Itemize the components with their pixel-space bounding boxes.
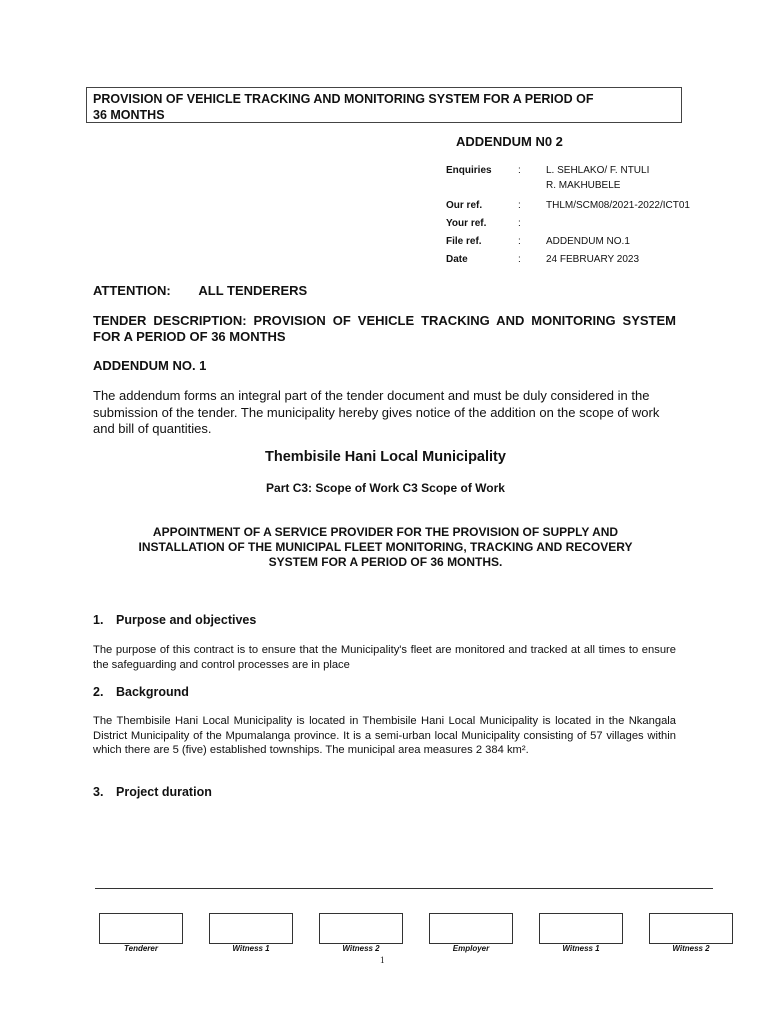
signature-box-employer-witness-1[interactable] [539, 913, 623, 944]
section-number: 2. [93, 685, 104, 699]
section-title: Project duration [116, 785, 212, 799]
section-heading-background [93, 685, 189, 699]
section-number: 1. [93, 613, 104, 627]
section-heading-duration [93, 785, 212, 799]
ref-value: R. MAKHUBELE [546, 180, 621, 191]
ref-colon: : [518, 218, 521, 229]
signature-box-employer-witness-2[interactable] [649, 913, 733, 944]
signature-label: Tenderer [124, 944, 158, 953]
addendum-number: ADDENDUM NO. 1 [93, 358, 207, 373]
part-c3-heading: Part C3: Scope of Work C3 Scope of Work [266, 481, 505, 495]
section-body-background: The Thembisile Hani Local Municipality is located in Thembisile Hani Local Municipality is located in the Nkangala District Municipality of the Mpumalanga province. It is a semi-urban local Municipality consisting of 57 villages within which there are 5 (five) established townships. The municipal area measures 2 384 km². [93, 715, 676, 756]
addendum-heading: ADDENDUM N0 2 [456, 134, 563, 149]
ref-value [546, 216, 746, 231]
section-body-purpose: The purpose of this contract is to ensure that the Municipality's fleet are monitored and tracked at all times to ensure the safeguarding and control processes are in place [93, 644, 676, 671]
appointment-line: SYSTEM FOR A PERIOD OF 36 MONTHS. [268, 555, 503, 569]
signature-label: Witness 2 [342, 944, 380, 953]
ref-row-enquiries [446, 163, 746, 178]
document-title-line1: PROVISION OF VEHICLE TRACKING AND MONITORING SYSTEM FOR A PERIOD OF [93, 92, 594, 106]
attention-line [93, 283, 307, 298]
ref-colon: : [518, 236, 521, 247]
municipality-heading: Thembisile Hani Local Municipality [265, 449, 506, 465]
ref-label: Your ref. [446, 218, 487, 229]
document-title-line2: 36 MONTHS [93, 108, 165, 122]
ref-label: Enquiries [446, 165, 492, 176]
page-number: 1 [380, 955, 385, 965]
ref-row-file-ref [446, 234, 746, 249]
attention-label: ATTENTION: [93, 283, 171, 298]
section-number: 3. [93, 785, 104, 799]
ref-row-enquiries-cont [446, 178, 746, 193]
footer-divider [95, 888, 713, 889]
signature-label: Employer [452, 944, 490, 953]
appointment-heading [93, 525, 678, 570]
signature-label: Witness 1 [232, 944, 270, 953]
ref-label: Date [446, 254, 468, 265]
ref-value: THLM/SCM08/2021-2022/ICT01 [546, 200, 690, 211]
reference-table [446, 163, 746, 267]
intro-paragraph: The addendum forms an integral part of the tender document and must be duly considered in the submission of the tender. The municipality hereby gives notice of the addition on the scope of work and bill of quantities. [93, 388, 660, 436]
signature-box-witness-1[interactable] [209, 913, 293, 944]
ref-colon [518, 178, 546, 193]
section-title: Background [116, 685, 189, 699]
attention-value: ALL TENDERERS [198, 283, 308, 298]
ref-colon: : [518, 200, 521, 211]
signature-box-witness-2[interactable] [319, 913, 403, 944]
ref-label [446, 178, 518, 193]
section-heading-purpose [93, 613, 256, 627]
ref-label: File ref. [446, 236, 482, 247]
ref-value: L. SEHLAKO/ F. NTULI [546, 165, 650, 176]
section-title: Purpose and objectives [116, 613, 257, 627]
ref-row-date [446, 252, 746, 267]
ref-value: 24 FEBRUARY 2023 [546, 254, 640, 265]
ref-row-our-ref [446, 198, 746, 213]
ref-colon: : [518, 165, 521, 176]
ref-value: ADDENDUM NO.1 [546, 236, 630, 247]
signature-label: Witness 1 [562, 944, 600, 953]
ref-label: Our ref. [446, 200, 483, 211]
ref-row-your-ref [446, 216, 746, 231]
appointment-line: APPOINTMENT OF A SERVICE PROVIDER FOR THE PROVISION OF SUPPLY AND [152, 525, 619, 539]
signature-box-employer[interactable] [429, 913, 513, 944]
ref-colon: : [518, 254, 521, 265]
signature-label: Witness 2 [672, 944, 710, 953]
appointment-line: INSTALLATION OF THE MUNICIPAL FLEET MONITORING, TRACKING AND RECOVERY [138, 540, 633, 554]
signature-box-tenderer[interactable] [99, 913, 183, 944]
document-title-box [86, 87, 682, 123]
tender-description: TENDER DESCRIPTION: PROVISION OF VEHICLE TRACKING AND MONITORING SYSTEM FOR A PERIOD OF 36 MONTHS [93, 313, 676, 344]
